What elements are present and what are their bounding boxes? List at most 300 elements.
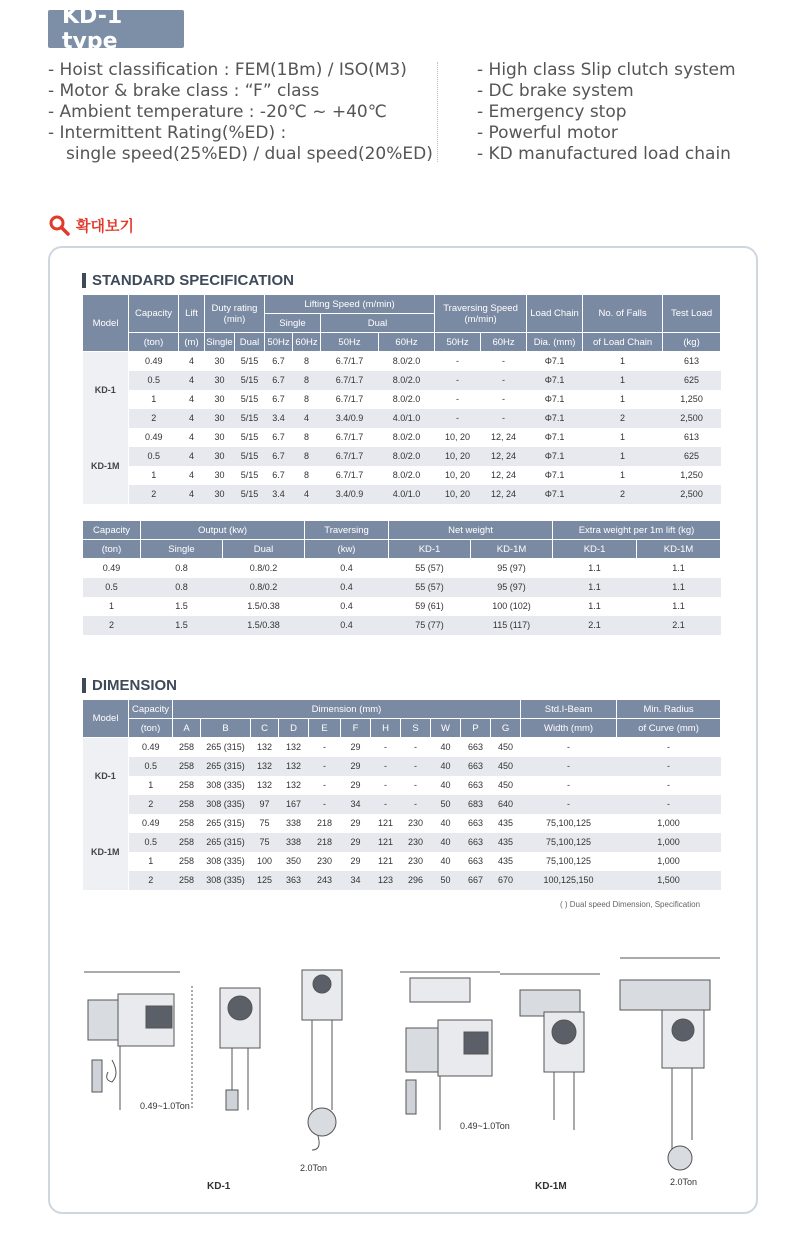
table-cell: 0.49 [102, 563, 121, 574]
table-cell: 1.1 [672, 601, 685, 611]
table-cell: 6.7 [272, 356, 285, 367]
table-cell: 4.0/1.0 [379, 485, 435, 504]
table-cell: 8 [303, 394, 309, 404]
table-cell: - [323, 780, 326, 790]
table-cell: 95 (97) [471, 578, 553, 597]
col-header: Width (mm) [521, 719, 617, 738]
table-cell: 40 [440, 780, 451, 790]
page-title: KD-1 type [48, 10, 184, 48]
col-header: Capacity [129, 700, 173, 719]
table-row [83, 833, 721, 852]
table-cell: - [401, 757, 431, 776]
table-cell: 338 [279, 833, 309, 852]
col-header: 60Hz [481, 333, 527, 352]
table-cell: 0.8 [141, 578, 223, 597]
table-cell: 12, 24 [491, 432, 517, 442]
table-cell: - [435, 371, 481, 390]
table-cell: 1.5/0.38 [223, 616, 305, 635]
table-cell: 10, 20 [445, 470, 471, 480]
table-cell: 5/15 [235, 409, 265, 428]
model-cell: KD-1 [83, 738, 129, 814]
kd1m-front-drawing [500, 974, 600, 1130]
col-header: KD-1M [637, 540, 721, 559]
kd1m-2ton-drawing [620, 958, 720, 1170]
col-header: Std.I-Beam [521, 700, 617, 719]
table-cell: 50 [431, 871, 461, 890]
table-cell: 308 (335) [206, 780, 245, 790]
table-cell: 30 [214, 470, 225, 480]
table-cell: Φ7.1 [527, 371, 583, 390]
table-cell: - [414, 780, 417, 790]
table-cell: 435 [498, 856, 514, 866]
table-cell: 10, 20 [435, 447, 481, 466]
table-cell: 5/15 [235, 485, 265, 504]
table-cell: 4 [293, 485, 321, 504]
table-cell: 132 [279, 757, 309, 776]
table-cell: 663 [467, 742, 484, 753]
col-header: Test Load [663, 295, 721, 333]
col-header: W [431, 719, 461, 738]
table-cell: 0.4 [340, 601, 353, 611]
feature-item: - Hoist classification : FEM(1Bm) / ISO(M3) [48, 60, 407, 80]
table-cell: 29 [350, 818, 361, 828]
model-cell: KD-1M [83, 814, 129, 890]
col-header: KD-1 [389, 540, 471, 559]
col-header: KD-1 [553, 540, 637, 559]
table-cell: 2,500 [663, 409, 721, 428]
dimension-note: ( ) Dual speed Dimension, Specification [560, 900, 701, 909]
magnifier-icon [48, 214, 70, 236]
col-header: Dual [223, 540, 305, 559]
table-cell: 6.7 [265, 447, 293, 466]
table-cell: 10, 20 [435, 485, 481, 504]
table-row [83, 871, 721, 890]
col-header: Lifting Speed (m/min) [265, 295, 435, 314]
dimension-table [82, 699, 721, 890]
table-cell: 132 [251, 757, 279, 776]
table-cell: 3.4/0.9 [321, 485, 379, 504]
table-row [83, 390, 721, 409]
col-header: KD-1M [471, 540, 553, 559]
table-cell: 4 [188, 356, 194, 367]
table-cell: Φ7.1 [527, 447, 583, 466]
table-cell: 258 [178, 780, 195, 790]
col-header: Output (kw) [141, 521, 305, 540]
table-cell: 1,000 [657, 856, 680, 866]
table-cell: 663 [467, 818, 484, 828]
table-cell: - [617, 757, 721, 776]
table-cell: 218 [316, 818, 333, 828]
table-cell: 258 [178, 818, 195, 828]
table-cell: 40 [440, 856, 451, 866]
table-cell: 6.7 [272, 470, 285, 480]
table-cell: - [309, 795, 341, 814]
table-cell: 1 [620, 432, 626, 442]
table-cell: 1.1 [588, 601, 601, 611]
table-cell: 338 [285, 818, 302, 828]
table-cell: Φ7.1 [527, 485, 583, 504]
table-cell: 6.7 [265, 371, 293, 390]
table-cell: 2.1 [553, 616, 637, 635]
table-cell: 29 [350, 780, 361, 790]
kd1-2ton-drawing [302, 970, 342, 1150]
table-cell: 8.0/2.0 [392, 356, 421, 367]
table-cell: 2 [129, 795, 173, 814]
table-cell: 613 [684, 432, 700, 442]
table-cell: 308 (335) [201, 795, 251, 814]
table-cell: 663 [467, 780, 484, 790]
table-cell: 663 [467, 856, 484, 866]
table-cell: 132 [285, 780, 302, 790]
table-cell: 218 [309, 833, 341, 852]
feature-divider [437, 62, 438, 162]
table-cell: - [384, 742, 387, 753]
table-cell: 29 [350, 742, 361, 753]
col-header: (ton) [129, 333, 179, 352]
table-cell: 8 [303, 432, 309, 442]
table-cell: 4 [188, 432, 194, 442]
table-cell: 1 [148, 856, 154, 866]
table-cell: - [384, 780, 387, 790]
table-cell: 123 [371, 871, 401, 890]
feature-item: - High class Slip clutch system [477, 60, 736, 80]
col-header: Dual [235, 333, 265, 352]
kd1-front-drawing [192, 986, 260, 1110]
table-cell: 132 [256, 742, 273, 753]
kd1m-side-drawing [400, 972, 500, 1130]
col-header: Lift [179, 295, 205, 333]
table-cell: 50 [431, 795, 461, 814]
table-cell: 625 [663, 371, 721, 390]
table-row [83, 795, 721, 814]
table-cell: 2 [583, 409, 663, 428]
table-cell: 12, 24 [481, 447, 527, 466]
table-cell: - [371, 795, 401, 814]
table-cell: 30 [205, 371, 235, 390]
table-cell: 12, 24 [481, 485, 527, 504]
drawing-model-label: KD-1M [535, 1181, 567, 1192]
table-cell: 6.7 [272, 394, 285, 404]
table-row [83, 776, 721, 795]
table-cell: 95 (97) [497, 563, 526, 574]
feature-item: - Motor & brake class : “F” class [48, 81, 320, 101]
table-cell: - [502, 356, 506, 367]
table-cell: Φ7.1 [544, 470, 565, 480]
table-cell: 1,500 [617, 871, 721, 890]
table-cell: - [456, 394, 460, 404]
spec-section-title: STANDARD SPECIFICATION [82, 272, 294, 289]
col-header: Traversing [305, 521, 389, 540]
col-header: (kg) [663, 333, 721, 352]
table-cell: 0.49 [141, 742, 160, 753]
table-cell: 30 [214, 432, 225, 442]
col-header: Net weight [389, 521, 553, 540]
table-cell: 0.8/0.2 [249, 563, 278, 574]
table-cell: 121 [371, 833, 401, 852]
table-cell: 230 [407, 856, 424, 866]
col-header: Load Chain [527, 295, 583, 333]
feature-item: - DC brake system [477, 81, 634, 101]
table-cell: - [435, 409, 481, 428]
table-cell: 55 (57) [389, 578, 471, 597]
table-cell: 1 [620, 394, 626, 404]
model-cell: KD-1 [83, 352, 129, 428]
table-cell: 100 [256, 856, 273, 866]
table-cell: 4 [179, 409, 205, 428]
table-cell: 8 [303, 470, 309, 480]
col-header: Extra weight per 1m lift (kg) [553, 521, 721, 540]
table-row [83, 409, 721, 428]
table-cell: 29 [350, 856, 361, 866]
col-header: F [341, 719, 371, 738]
table-cell: 6.7/1.7 [335, 470, 364, 480]
table-cell: 1.5 [175, 601, 188, 611]
table-cell: 59 (61) [415, 601, 444, 611]
table-cell: 2 [129, 871, 173, 890]
table-cell: 8 [303, 356, 309, 367]
table-row [83, 466, 721, 485]
table-cell: 4.0/1.0 [379, 409, 435, 428]
table-cell: 0.49 [144, 356, 163, 367]
table-cell: 10, 20 [445, 432, 471, 442]
table-cell: 8.0/2.0 [392, 394, 421, 404]
table-cell: 640 [491, 795, 521, 814]
table-cell: 1 [583, 447, 663, 466]
table-cell: 0.5 [129, 757, 173, 776]
table-cell: 5/15 [240, 394, 259, 404]
col-header: Traversing Speed (m/min) [435, 295, 527, 333]
table-cell: 1 [108, 601, 114, 611]
table-cell: 435 [498, 818, 514, 828]
table-cell: Φ7.1 [544, 432, 565, 442]
table-cell: 29 [341, 757, 371, 776]
table-cell: 0.5 [129, 833, 173, 852]
table-cell: 0.4 [305, 578, 389, 597]
table-cell: 258 [173, 757, 201, 776]
col-header: 60Hz [293, 333, 321, 352]
col-header: D [279, 719, 309, 738]
table-cell: - [521, 795, 617, 814]
table-cell: 167 [279, 795, 309, 814]
table-row [83, 485, 721, 504]
model-cell: KD-1M [83, 428, 129, 504]
table-row [83, 738, 721, 757]
drawing-caption: 0.49~1.0Ton [140, 1101, 190, 1111]
table-cell: 40 [440, 818, 451, 828]
table-cell: - [667, 780, 671, 790]
table-cell: 8.0/2.0 [379, 447, 435, 466]
table-cell: 350 [285, 856, 302, 866]
table-cell: 0.49 [141, 818, 160, 828]
table-cell: 1 [620, 470, 626, 480]
table-cell: 4 [179, 447, 205, 466]
table-cell: 3.4/0.9 [321, 409, 379, 428]
col-header: Model [83, 295, 129, 352]
table-cell: 12, 24 [491, 470, 517, 480]
table-cell: 258 [178, 742, 195, 753]
table-cell: 1.5 [141, 616, 223, 635]
col-header: A [173, 719, 201, 738]
table-cell: 40 [431, 833, 461, 852]
table-cell: 296 [401, 871, 431, 890]
kd1-side-drawing [84, 972, 180, 1110]
table-cell: 265 (315) [201, 757, 251, 776]
table-cell: - [567, 780, 571, 790]
table-cell: 308 (335) [201, 871, 251, 890]
col-header: 50Hz [321, 333, 379, 352]
standard-spec-table [82, 294, 721, 504]
drawing-caption: 2.0Ton [670, 1177, 698, 1187]
drawing-model-label: KD-1 [207, 1181, 231, 1192]
col-header: (kw) [305, 540, 389, 559]
table-row [83, 371, 721, 390]
table-cell: 30 [214, 356, 225, 367]
col-header: Capacity [83, 521, 141, 540]
table-cell: 8 [293, 371, 321, 390]
table-cell: 450 [491, 757, 521, 776]
table-cell: 1,250 [680, 394, 703, 404]
table-cell: 0.4 [340, 563, 353, 574]
table-cell: 30 [205, 409, 235, 428]
table-cell: 265 (315) [206, 818, 245, 828]
feature-item: - Emergency stop [477, 102, 627, 122]
table-cell: 55 (57) [415, 563, 444, 574]
table-cell: 613 [684, 356, 700, 367]
table-row [83, 428, 721, 447]
table-cell: - [481, 409, 527, 428]
table-cell: - [502, 394, 506, 404]
table-cell: - [481, 371, 527, 390]
feature-item: - KD manufactured load chain [477, 144, 731, 164]
table-cell: 5/15 [240, 356, 259, 367]
table-cell: 6.7/1.7 [321, 447, 379, 466]
table-cell: 435 [491, 833, 521, 852]
table-cell: 8 [293, 447, 321, 466]
table-cell: 1.1 [588, 563, 601, 574]
col-header: Single [141, 540, 223, 559]
table-cell: 0.5 [129, 371, 179, 390]
table-cell: 30 [214, 394, 225, 404]
table-cell: 5/15 [240, 432, 259, 442]
zoom-link[interactable] [48, 214, 134, 236]
col-header: Min. Radius [617, 700, 721, 719]
col-header: of Load Chain [583, 333, 663, 352]
table-cell: 8.0/2.0 [392, 470, 421, 480]
col-header: C [251, 719, 279, 738]
table-cell: 5/15 [235, 371, 265, 390]
table-row [83, 559, 721, 578]
table-cell: 29 [341, 833, 371, 852]
table-cell: 2 [583, 485, 663, 504]
table-cell: - [617, 795, 721, 814]
table-cell: 230 [316, 856, 333, 866]
table-row [83, 597, 721, 616]
table-cell: 1 [583, 371, 663, 390]
feature-item: - Powerful motor [477, 123, 618, 143]
col-header: H [371, 719, 401, 738]
drawing-caption: 2.0Ton [300, 1163, 328, 1173]
table-cell: 2 [129, 485, 179, 504]
table-cell: 0.5 [129, 447, 179, 466]
table-cell: 2,500 [663, 485, 721, 504]
table-cell: 100 (102) [492, 601, 531, 611]
table-cell: 5/15 [240, 470, 259, 480]
col-header: 50Hz [265, 333, 293, 352]
table-cell: 6.7/1.7 [321, 371, 379, 390]
table-cell: Φ7.1 [527, 409, 583, 428]
dimension-section-title: DIMENSION [82, 677, 177, 694]
table-cell: 2 [129, 409, 179, 428]
col-header: (ton) [129, 719, 173, 738]
table-cell: 97 [251, 795, 279, 814]
table-cell: 683 [461, 795, 491, 814]
table-cell: 265 (315) [201, 833, 251, 852]
col-header: G [491, 719, 521, 738]
table-cell: 258 [173, 871, 201, 890]
feature-item: single speed(25%ED) / dual speed(20%ED) [66, 144, 433, 164]
col-header: Single [205, 333, 235, 352]
table-row [83, 852, 721, 871]
table-cell: 125 [251, 871, 279, 890]
table-cell: 75,100,125 [546, 818, 592, 828]
table-cell: 258 [173, 795, 201, 814]
table-row [83, 447, 721, 466]
col-header: of Curve (mm) [617, 719, 721, 738]
drawing-caption: 0.49~1.0Ton [460, 1121, 510, 1131]
col-header: Dia. (mm) [527, 333, 583, 352]
table-row [83, 352, 721, 371]
table-cell: 1 [148, 780, 154, 790]
table-cell: 450 [498, 742, 514, 753]
col-header: Single [265, 314, 321, 333]
table-cell: 40 [431, 757, 461, 776]
table-cell: 6.7/1.7 [335, 394, 364, 404]
table-cell: 121 [377, 856, 394, 866]
table-cell: 258 [173, 833, 201, 852]
table-cell: 115 (117) [471, 616, 553, 635]
table-cell: 30 [205, 447, 235, 466]
table-cell: 265 (315) [206, 742, 245, 753]
table-row [83, 814, 721, 833]
col-header: Dual [321, 314, 435, 333]
table-cell: 450 [498, 780, 514, 790]
table-cell: 363 [279, 871, 309, 890]
table-cell: - [371, 757, 401, 776]
table-cell: 34 [341, 871, 371, 890]
table-row [83, 616, 721, 635]
table-cell: - [667, 742, 671, 753]
col-header: Capacity [129, 295, 179, 333]
table-cell: 308 (335) [206, 856, 245, 866]
table-cell: 4 [179, 371, 205, 390]
table-cell: 0.4 [305, 616, 389, 635]
col-header: P [461, 719, 491, 738]
table-cell: 100,125,150 [521, 871, 617, 890]
table-cell: 1,000 [617, 833, 721, 852]
table-cell: 1,000 [657, 818, 680, 828]
zoom-label: 확대보기 [76, 216, 134, 235]
features-left [48, 60, 433, 165]
table-cell: 121 [377, 818, 394, 828]
features-right [477, 60, 777, 165]
table-cell: 0.8 [175, 563, 188, 574]
table-cell: 663 [461, 757, 491, 776]
table-cell: - [567, 742, 571, 753]
col-header: (ton) [83, 540, 141, 559]
table-cell: 230 [407, 818, 424, 828]
table-cell: 40 [440, 742, 451, 753]
table-cell: 1 [620, 356, 626, 367]
